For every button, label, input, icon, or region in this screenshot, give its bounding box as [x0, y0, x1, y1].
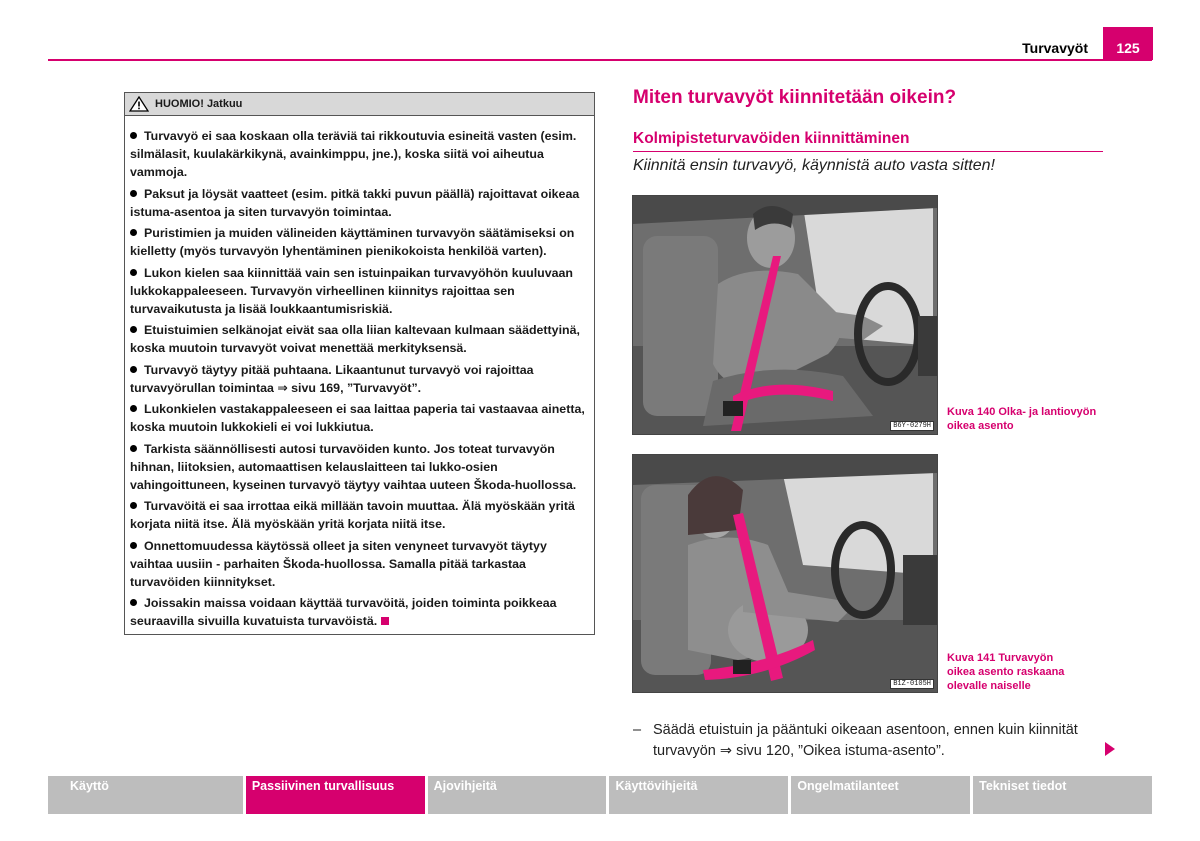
bullet-icon [130, 229, 137, 236]
bullet-icon [130, 445, 137, 452]
list-item: Puristimien ja muiden välineiden käyttäminen turvavyön säätämiseksi on kielletty (myös turvavyön lyhentäminen pienikokoista henkilöä varten). [130, 226, 575, 258]
intro-text: Kiinnitä ensin turvavyö, käynnistä auto vasta sitten! [633, 157, 995, 174]
illustration-driver-woman [633, 455, 937, 692]
list-item: Turvavöitä ei saa irrottaa eikä millään tavoin muuttaa. Älä myöskään yritä korjata niitä itse. Älä myöskään yritä korjata niitä itse. [130, 499, 575, 531]
step-dash: – [633, 722, 642, 738]
nav-tab-tekniset-tiedot[interactable]: Tekniset tiedot [973, 776, 1152, 814]
warning-list [125, 116, 594, 630]
warning-icon [129, 96, 149, 112]
bullet-icon [130, 132, 137, 139]
chapter-nav [48, 776, 1152, 814]
warning-box [124, 92, 595, 635]
list-item: Etuistuimien selkänojat eivät saa olla liian kaltevaan kulmaan säädettyinä, koska muutoin turvavyöt voivat menettää merkityksensä. [130, 323, 580, 355]
warning-title: HUOMIO! Jatkuu [155, 98, 243, 110]
bullet-icon [130, 190, 137, 197]
list-item: Lukonkielen vastakappaleeseen ei saa laittaa paperia tai vastaavaa ainetta, koska muutoin lukkokieli ei voi lukkiutua. [130, 402, 585, 434]
list-item: Turvavyö täytyy pitää puhtaana. Likaantunut turvavyö voi rajoittaa turvavyörullan toimintaa ⇒ sivu 169, ”Turvavyöt”. [130, 362, 534, 395]
nav-tab-ongelmatilanteet[interactable]: Ongelmatilanteet [791, 776, 970, 814]
list-item: Turvavyö ei saa koskaan olla teräviä tai rikkoutuvia esineitä vasten (esim. silmälasit, kuulakärkikynä, avainkimppu, jne.), koska siitä voi aiheutua vammoja. [130, 129, 577, 179]
instruction-step [633, 720, 1103, 762]
list-item: Onnettomuudessa käytössä olleet ja siten venyneet turvavyöt täytyy vaihtaa uusiin - parhaiten Škoda-huollossa. Samalla pitää tarkastaa turvavöiden kiinnitykset. [130, 538, 547, 589]
end-mark-icon [381, 617, 389, 625]
bullet-icon [130, 269, 137, 276]
figure-caption: Kuva 141 Turvavyön oikea asento raskaana olevalle naiselle [947, 652, 1065, 692]
section-title: Turvavyöt [1022, 40, 1088, 56]
list-item: Paksut ja löysät vaatteet (esim. pitkä takki puvun päällä) rajoittavat oikeaa istuma-asentoa ja siten turvavyön toimintaa. [130, 186, 580, 219]
bullet-icon [130, 405, 137, 412]
page-title: Miten turvavyöt kiinnitetään oikein? [633, 87, 957, 108]
figure-seatbelt-man [632, 195, 938, 435]
header-rule [48, 59, 1152, 61]
bullet-icon [130, 599, 137, 606]
bullet-icon [130, 366, 137, 373]
figure-seatbelt-pregnant [632, 454, 938, 693]
nav-tab-ajovihjeita[interactable]: Ajovihjeitä [428, 776, 607, 814]
list-item: Joissakin maissa voidaan käyttää turvavöitä, joiden toiminta poikkeaa seuraavilla sivuilla kuvatuista turvavöistä. [130, 596, 557, 628]
nav-tab-passiivinen-turvallisuus[interactable]: Passiivinen turvallisuus [246, 776, 425, 814]
figure-code: B6Y-0279H [890, 421, 934, 431]
bullet-icon [130, 542, 137, 549]
bullet-icon [130, 502, 137, 509]
figure-code: B1Z-0105H [890, 679, 934, 689]
bullet-icon [130, 326, 137, 333]
illustration-driver-man [633, 196, 937, 434]
subtitle-rule [633, 151, 1103, 152]
figure-caption: Kuva 140 Olka- ja lantiovyön oikea asento [947, 406, 1097, 432]
list-item: Tarkista säännöllisesti autosi turvavöiden kunto. Jos toteat turvavyön hihnan, liitoksien, automaattisen kelauslaitteen tai lukko-osien vahingoittuneen, kyseinen turvavyö täytyy vaihtaa uuteen Škoda-huollossa. [130, 441, 577, 492]
list-item: Lukon kielen saa kiinnittää vain sen istuinpaikan turvavyöhön kuuluvaan lukkokappaleeseen. Turvavyön virheellinen kiinnitys rajoittaa sen turvavaikutusta ja lisää loukkaantumisriskiä. [130, 265, 573, 316]
section-subtitle: Kolmipisteturvavöiden kiinnittäminen [633, 130, 910, 147]
next-page-arrow-icon[interactable] [1105, 742, 1115, 756]
warning-header [125, 93, 594, 116]
page-number: 125 [1103, 27, 1153, 60]
nav-tab-kaytto[interactable]: Käyttö [48, 776, 243, 814]
nav-tab-kayttovihjeita[interactable]: Käyttövihjeitä [609, 776, 788, 814]
step-text: Säädä etuistuin ja pääntuki oikeaan asentoon, ennen kuin kiinnität turvavyön ⇒ sivu 120, ”Oikea istuma-asento”. [653, 722, 1078, 759]
